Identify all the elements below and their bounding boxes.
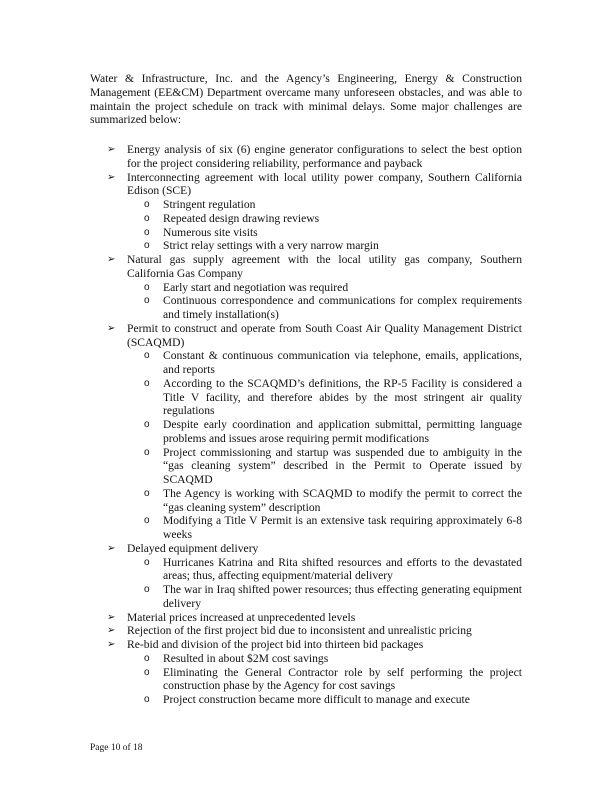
circle-bullet-icon: o (144, 446, 150, 458)
sub-item-text: The war in Iraq shifted power resources; thus effecting generating equipment delivery (163, 583, 522, 610)
circle-bullet-icon: o (144, 666, 150, 678)
sub-item-text: The Agency is working with SCAQMD to modify the permit to correct the “gas cleaning system” description (163, 486, 522, 514)
sub-item-text: Repeated design drawing reviews (163, 211, 320, 225)
sub-item (126, 487, 522, 515)
sub-item-text: Despite early coordination and application submittal, permitting language problems and issues arose requiring permit modifications (163, 418, 522, 445)
circle-bullet-icon: o (144, 377, 150, 389)
sub-item-text: Strict relay settings with a very narrow margin (163, 239, 379, 253)
sub-item-text: Eliminating the General Contractor role by self performing the project construction phase by the Agency for cost savings (163, 665, 522, 693)
challenge-text: Interconnecting agreement with local utility power company, Southern California Edison (SCE) (127, 170, 522, 198)
sub-item (126, 652, 522, 666)
arrow-bullet-icon: ➢ (107, 171, 116, 183)
challenge-item (90, 638, 522, 707)
sub-item (126, 418, 522, 446)
arrow-bullet-icon: ➢ (107, 542, 116, 554)
sub-item-text: Numerous site visits (163, 225, 258, 239)
circle-bullet-icon: o (144, 226, 150, 238)
sub-item-text: Stringent regulation (163, 198, 256, 211)
circle-bullet-icon: o (144, 694, 150, 705)
sub-item (126, 446, 522, 487)
sub-item-text: Modifying a Title V Permit is an extensive task requiring approximately 6-8 weeks (163, 514, 522, 541)
sub-item-text: Project construction became more difficult to manage and execute (163, 693, 470, 706)
sub-item (126, 349, 522, 377)
sub-item (126, 583, 522, 611)
challenge-item (90, 322, 522, 542)
circle-bullet-icon: o (144, 487, 150, 499)
sub-item (126, 294, 522, 322)
circle-bullet-icon: o (144, 652, 150, 664)
challenge-text: Rejection of the first project bid due to inconsistent and unrealistic pricing (127, 624, 472, 638)
challenge-text: Energy analysis of six (6) engine generator configurations to select the best option for the project considering reliability, performance and payback (127, 143, 522, 170)
sub-item (126, 281, 522, 295)
sub-item (126, 556, 522, 584)
circle-bullet-icon: o (144, 240, 150, 252)
arrow-bullet-icon: ➢ (107, 254, 116, 265)
challenges-list (90, 143, 522, 707)
arrow-bullet-icon: ➢ (107, 639, 116, 650)
sub-item (126, 212, 522, 226)
circle-bullet-icon: o (144, 199, 150, 210)
challenge-item (90, 253, 522, 322)
circle-bullet-icon: o (144, 584, 150, 595)
sub-item-text: Continuous correspondence and communications for complex requirements and timely installation(s) (163, 294, 522, 321)
intro-paragraph: Water & Infrastructure, Inc. and the Agency’s Engineering, Energy & Construction Management (EE&CM) Department overcame many unforeseen obstacles, and was able to maintain the project schedule on track with minimal delays. Some major challenges are summarized below: (90, 72, 522, 127)
challenge-text: Natural gas supply agreement with the local utility gas company, Southern California Gas Company (127, 253, 522, 280)
challenge-text: Material prices increased at unprecedented levels (127, 610, 356, 624)
arrow-bullet-icon: ➢ (107, 144, 116, 155)
circle-bullet-icon: o (144, 281, 150, 293)
arrow-bullet-icon: ➢ (107, 625, 116, 637)
challenge-text: Delayed equipment delivery (127, 541, 259, 555)
circle-bullet-icon: o (144, 556, 150, 568)
challenge-text: Permit to construct and operate from South Coast Air Quality Management District (SCAQMD) (127, 321, 522, 349)
challenge-item (90, 171, 522, 254)
sub-list (144, 280, 522, 322)
sub-list (144, 198, 522, 253)
challenge-item (90, 611, 522, 625)
sub-item-text: Early start and negotiation was required (163, 280, 349, 294)
sub-list (144, 555, 522, 611)
sub-list (144, 349, 522, 542)
sub-item-text: Project commissioning and startup was suspended due to ambiguity in the “gas cleaning system” described in the Permit to Operate issued by SCAQMD (163, 445, 522, 486)
circle-bullet-icon: o (144, 295, 150, 307)
challenge-item (90, 143, 522, 171)
sub-item (126, 514, 522, 542)
challenge-item (90, 624, 522, 638)
sub-item-text: Hurricanes Katrina and Rita shifted resources and efforts to the devastated areas; thus, affecting equipment/material delivery (163, 555, 522, 583)
sub-item (126, 666, 522, 694)
challenge-text: Re-bid and division of the project bid into thirteen bid packages (127, 638, 424, 651)
circle-bullet-icon: o (144, 212, 150, 224)
circle-bullet-icon: o (144, 419, 150, 430)
arrow-bullet-icon: ➢ (107, 611, 116, 623)
sub-list (144, 651, 522, 707)
challenge-item (90, 542, 522, 611)
page-number-footer: Page 10 of 18 (90, 743, 143, 753)
sub-item (126, 239, 522, 253)
sub-item-text: Resulted in about $2M cost savings (163, 651, 329, 665)
sub-item (126, 377, 522, 418)
sub-item-text: Constant & continuous communication via telephone, emails, applications, and reports (163, 349, 522, 376)
sub-item (126, 693, 522, 707)
sub-item (126, 198, 522, 212)
sub-item-text: According to the SCAQMD’s definitions, the RP-5 Facility is considered a Title V facility, and therefore abides by the most stringent air quality regulations (163, 376, 522, 418)
circle-bullet-icon: o (144, 515, 150, 527)
arrow-bullet-icon: ➢ (107, 322, 116, 334)
sub-item (126, 226, 522, 240)
circle-bullet-icon: o (144, 350, 150, 362)
